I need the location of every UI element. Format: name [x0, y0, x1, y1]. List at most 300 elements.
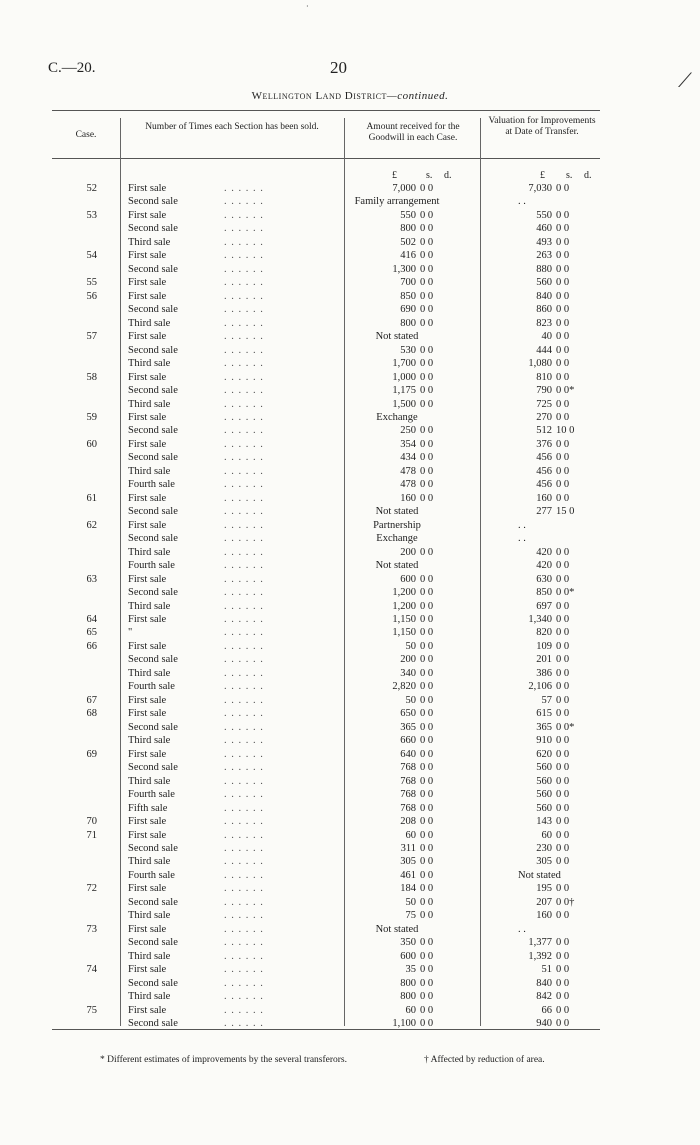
goodwill-pounds: 461 [400, 869, 416, 881]
goodwill-shillings-pence: 0 0 [420, 398, 434, 410]
column-header-valuation: Valuation for Improvements at Date of Transfer. [488, 116, 596, 137]
table-row [52, 209, 600, 222]
sale-label: Third sale [128, 600, 171, 612]
goodwill-shillings-pence: 0 0 [420, 465, 434, 477]
goodwill-pounds: 768 [400, 762, 416, 774]
leader-dots: . . . . . . [224, 964, 264, 976]
leader-dots: . . . . . . [224, 492, 264, 504]
sale-label: Third sale [128, 398, 171, 410]
goodwill-shillings-pence: 0 0 [420, 816, 434, 828]
sale-label: Second sale [128, 842, 178, 854]
valuation-shillings-pence: 0 0 [556, 304, 570, 316]
valuation-shillings-pence: 0 0* [556, 385, 575, 397]
sale-label: First sale [128, 816, 167, 828]
leader-dots: . . . . . . [224, 1004, 264, 1016]
unit-pound: £ [392, 170, 397, 181]
valuation-pounds: 790 [536, 385, 552, 397]
goodwill-pounds: 60 [405, 1004, 416, 1016]
valuation-pounds: 444 [536, 344, 552, 356]
valuation-pounds: 860 [536, 304, 552, 316]
sale-label: Third sale [128, 735, 171, 747]
leader-dots: . . . . . . [224, 425, 264, 437]
valuation-pounds: 842 [536, 991, 552, 1003]
goodwill-shillings-pence: 0 0 [420, 654, 434, 666]
table-row [52, 896, 600, 909]
valuation-pounds: 60 [541, 829, 552, 841]
unit-pence: d. [584, 170, 592, 181]
leader-dots: . . . . . . [224, 236, 264, 248]
goodwill-pounds: 650 [400, 708, 416, 720]
valuation-shillings-pence: 0 0 [556, 1004, 570, 1016]
table-row [52, 465, 600, 478]
page-title [0, 90, 700, 102]
goodwill-pounds: 1,200 [392, 600, 416, 612]
table-row [52, 478, 600, 491]
goodwill-shillings-pence: 0 0 [420, 735, 434, 747]
page-number: 20 [330, 58, 347, 77]
goodwill-pounds: 200 [400, 654, 416, 666]
goodwill-shillings-pence: 0 0 [420, 748, 434, 760]
goodwill-shillings-pence: 0 0 [420, 1018, 434, 1030]
goodwill-shillings-pence: 0 0 [420, 802, 434, 814]
goodwill-shillings-pence: 0 0 [420, 896, 434, 908]
leader-dots: . . . . . . [224, 223, 264, 235]
valuation-text: . . [518, 519, 526, 531]
goodwill-shillings-pence: 0 0 [420, 209, 434, 221]
goodwill-shillings-pence: 0 0 [420, 236, 434, 248]
table-row [52, 357, 600, 370]
valuation-pounds: 109 [536, 640, 552, 652]
goodwill-pounds: 160 [400, 492, 416, 504]
sale-label: First sale [128, 573, 167, 585]
table-row [52, 384, 600, 397]
valuation-shillings-pence: 0 0 [556, 236, 570, 248]
goodwill-shillings-pence: 0 0 [420, 910, 434, 922]
leader-dots: . . . . . . [224, 640, 264, 652]
leader-dots: . . . . . . [224, 721, 264, 733]
valuation-shillings-pence: 0 0 [556, 910, 570, 922]
header-rule [52, 158, 600, 159]
table-row [52, 775, 600, 788]
goodwill-shillings-pence: 0 0 [420, 977, 434, 989]
valuation-pounds: 195 [536, 883, 552, 895]
goodwill-shillings-pence: 0 0 [420, 371, 434, 383]
sale-label: Fifth sale [128, 802, 168, 814]
goodwill-shillings-pence: 0 0 [420, 667, 434, 679]
goodwill-pounds: 50 [405, 694, 416, 706]
goodwill-text: Not stated [375, 331, 419, 343]
valuation-pounds: 143 [536, 816, 552, 828]
goodwill-shillings-pence: 0 0 [420, 627, 434, 639]
goodwill-shillings-pence: 0 0 [420, 829, 434, 841]
leader-dots: . . . . . . [224, 290, 264, 302]
leader-dots: . . . . . . [224, 546, 264, 558]
table-row [52, 680, 600, 693]
valuation-shillings-pence: 0 0 [556, 331, 570, 343]
goodwill-text: Exchange [376, 411, 418, 423]
sale-label: Second sale [128, 937, 178, 949]
table-row [52, 990, 600, 1003]
goodwill-pounds: 502 [400, 236, 416, 248]
goodwill-shillings-pence: 0 0 [420, 842, 434, 854]
sale-label: Third sale [128, 546, 171, 558]
valuation-shillings-pence: 0 0 [556, 398, 570, 410]
goodwill-pounds: 200 [400, 546, 416, 558]
valuation-pounds: 460 [536, 223, 552, 235]
valuation-pounds: 456 [536, 465, 552, 477]
goodwill-pounds: 1,500 [392, 398, 416, 410]
leader-dots: . . . . . . [224, 398, 264, 410]
valuation-shillings-pence: 0 0 [556, 789, 570, 801]
table-row [52, 532, 600, 545]
table-row [52, 694, 600, 707]
valuation-shillings-pence: 0 0 [556, 977, 570, 989]
table-row [52, 263, 600, 276]
sale-label: Second sale [128, 506, 178, 518]
table-row [52, 546, 600, 559]
sale-label: Second sale [128, 762, 178, 774]
valuation-shillings-pence: 0 0 [556, 775, 570, 787]
valuation-shillings-pence: 0 0 [556, 546, 570, 558]
sale-label: Second sale [128, 896, 178, 908]
valuation-shillings-pence: 0 0 [556, 290, 570, 302]
goodwill-shillings-pence: 0 0 [420, 1004, 434, 1016]
valuation-pounds: 560 [536, 802, 552, 814]
leader-dots: . . . . . . [224, 816, 264, 828]
leader-dots: . . . . . . [224, 438, 264, 450]
goodwill-pounds: 690 [400, 304, 416, 316]
goodwill-pounds: 1,175 [392, 385, 416, 397]
valuation-shillings-pence: 0 0 [556, 748, 570, 760]
table-row [52, 492, 600, 505]
leader-dots: . . . . . . [224, 627, 264, 639]
goodwill-pounds: 660 [400, 735, 416, 747]
leader-dots: . . . . . . [224, 896, 264, 908]
leader-dots: . . . . . . [224, 977, 264, 989]
case-number: 75 [86, 1004, 97, 1016]
goodwill-shillings-pence: 0 0 [420, 183, 434, 194]
table-row [52, 788, 600, 801]
goodwill-pounds: 1,200 [392, 587, 416, 599]
goodwill-pounds: 365 [400, 721, 416, 733]
valuation-shillings-pence: 0 0 [556, 250, 570, 262]
sale-label: Fourth sale [128, 789, 175, 801]
case-number: 53 [86, 209, 97, 221]
goodwill-shillings-pence: 0 0 [420, 358, 434, 370]
valuation-shillings-pence: 0 0 [556, 708, 570, 720]
table-row [52, 195, 600, 208]
goodwill-text: Not stated [375, 923, 419, 935]
table-row [52, 1017, 600, 1030]
sale-label: First sale [128, 250, 167, 262]
valuation-pounds: 823 [536, 317, 552, 329]
table-row [52, 761, 600, 774]
goodwill-text: Partnership [373, 519, 421, 531]
sale-label: Second sale [128, 587, 178, 599]
valuation-pounds: 456 [536, 452, 552, 464]
case-number: 74 [86, 964, 97, 976]
sale-label: Third sale [128, 465, 171, 477]
valuation-pounds: 230 [536, 842, 552, 854]
unit-pound: £ [540, 170, 545, 181]
footnote-star: * Different estimates of improvements by the several transferors. [100, 1055, 348, 1065]
goodwill-shillings-pence: 0 0 [420, 344, 434, 356]
column-header-goodwill: Amount received for the Goodwill in each Case. [366, 122, 460, 143]
table-row [52, 222, 600, 235]
goodwill-text: Not stated [375, 560, 419, 572]
leader-dots: . . . . . . [224, 762, 264, 774]
goodwill-shillings-pence: 0 0 [420, 721, 434, 733]
valuation-shillings-pence: 0 0 [556, 1018, 570, 1030]
goodwill-pounds: 35 [405, 964, 416, 976]
table-row [52, 869, 600, 882]
leader-dots: . . . . . . [224, 829, 264, 841]
goodwill-pounds: 50 [405, 640, 416, 652]
leader-dots: . . . . . . [224, 452, 264, 464]
valuation-pounds: 207 [536, 896, 552, 908]
sale-label: Third sale [128, 236, 171, 248]
goodwill-pounds: 1,300 [392, 263, 416, 275]
valuation-shillings-pence: 0 0 [556, 263, 570, 275]
case-number: 62 [86, 519, 97, 531]
goodwill-shillings-pence: 0 0 [420, 304, 434, 316]
case-number: 57 [86, 331, 97, 343]
valuation-pounds: 160 [536, 492, 552, 504]
valuation-pounds: 560 [536, 277, 552, 289]
sale-label: Second sale [128, 263, 178, 275]
sale-label: Third sale [128, 775, 171, 787]
valuation-shillings-pence: 0 0 [556, 883, 570, 895]
goodwill-shillings-pence: 0 0 [420, 277, 434, 289]
sale-label: First sale [128, 614, 167, 625]
leader-dots: . . . . . . [224, 560, 264, 572]
valuation-pounds: 840 [536, 290, 552, 302]
goodwill-pounds: 2,820 [392, 681, 416, 693]
valuation-pounds: 615 [536, 708, 552, 720]
valuation-shillings-pence: 0 0 [556, 183, 570, 194]
valuation-shillings-pence: 0 0 [556, 573, 570, 585]
table-row [52, 721, 600, 734]
goodwill-pounds: 1,700 [392, 358, 416, 370]
valuation-pounds: 420 [536, 560, 552, 572]
valuation-pounds: 840 [536, 977, 552, 989]
leader-dots: . . . . . . [224, 573, 264, 585]
unit-pence: d. [444, 170, 452, 181]
leader-dots: . . . . . . [224, 600, 264, 612]
valuation-pounds: 850 [536, 587, 552, 599]
leader-dots: . . . . . . [224, 519, 264, 531]
sale-label: Fourth sale [128, 560, 175, 572]
goodwill-pounds: 50 [405, 896, 416, 908]
goodwill-shillings-pence: 0 0 [420, 614, 434, 625]
valuation-pounds: 512 [536, 425, 552, 437]
leader-dots: . . . . . . [224, 411, 264, 423]
valuation-shillings-pence: 10 0 [556, 425, 575, 437]
valuation-shillings-pence: 0 0 [556, 964, 570, 976]
table-row [52, 640, 600, 653]
valuation-shillings-pence: 0 0 [556, 438, 570, 450]
sale-label: Third sale [128, 950, 171, 962]
leader-dots: . . . . . . [224, 506, 264, 518]
case-number: 67 [86, 694, 97, 706]
leader-dots: . . . . . . [224, 694, 264, 706]
leader-dots: . . . . . . [224, 708, 264, 720]
valuation-pounds: 305 [536, 856, 552, 868]
valuation-pounds: 820 [536, 627, 552, 639]
valuation-shillings-pence: 0 0 [556, 452, 570, 464]
goodwill-text: Exchange [376, 533, 418, 545]
valuation-pounds: 1,392 [528, 950, 552, 962]
valuation-text: . . [518, 196, 526, 208]
goodwill-pounds: 7,000 [392, 183, 416, 194]
valuation-pounds: 1,377 [528, 937, 552, 949]
sale-label: Fourth sale [128, 869, 175, 881]
column-header-times-sold: Number of Times each Section has been sold. [145, 122, 319, 132]
valuation-shillings-pence: 0 0 [556, 816, 570, 828]
sale-label: Fourth sale [128, 479, 175, 491]
case-number: 56 [86, 290, 97, 302]
sale-label: Second sale [128, 385, 178, 397]
valuation-shillings-pence: 0 0 [556, 465, 570, 477]
valuation-pounds: 456 [536, 479, 552, 491]
table-row [52, 1004, 600, 1017]
valuation-pounds: 7,030 [528, 183, 552, 194]
table-row [52, 303, 600, 316]
valuation-shillings-pence: 0 0 [556, 654, 570, 666]
sale-label: First sale [128, 492, 167, 504]
sale-label: First sale [128, 640, 167, 652]
table-row [52, 909, 600, 922]
goodwill-shillings-pence: 0 0 [420, 479, 434, 491]
valuation-pounds: 365 [536, 721, 552, 733]
goodwill-shillings-pence: 0 0 [420, 937, 434, 949]
sale-label: First sale [128, 829, 167, 841]
case-number: 69 [86, 748, 97, 760]
valuation-shillings-pence: 0 0 [556, 627, 570, 639]
sale-label: Second sale [128, 196, 178, 208]
goodwill-shillings-pence: 0 0 [420, 775, 434, 787]
case-number: 63 [86, 573, 97, 585]
valuation-pounds: 386 [536, 667, 552, 679]
sale-label: First sale [128, 371, 167, 383]
sale-label: First sale [128, 923, 167, 935]
valuation-shillings-pence: 0 0* [556, 721, 575, 733]
sale-label: First sale [128, 1004, 167, 1016]
table-row [52, 182, 600, 195]
valuation-pounds: 201 [536, 654, 552, 666]
valuation-shillings-pence: 0 0 [556, 479, 570, 491]
sale-label: First sale [128, 964, 167, 976]
goodwill-pounds: 208 [400, 816, 416, 828]
valuation-pounds: 550 [536, 209, 552, 221]
leader-dots: . . . . . . [224, 209, 264, 221]
valuation-pounds: 160 [536, 910, 552, 922]
goodwill-pounds: 60 [405, 829, 416, 841]
valuation-pounds: 620 [536, 748, 552, 760]
goodwill-pounds: 478 [400, 479, 416, 491]
goodwill-pounds: 768 [400, 775, 416, 787]
leader-dots: . . . . . . [224, 856, 264, 868]
table-row [52, 613, 600, 626]
sale-label: First sale [128, 694, 167, 706]
goodwill-shillings-pence: 0 0 [420, 600, 434, 612]
sale-label: Third sale [128, 358, 171, 370]
valuation-shillings-pence: 0 0 [556, 492, 570, 504]
table-row [52, 600, 600, 613]
case-number: 54 [86, 250, 97, 262]
valuation-pounds: 420 [536, 546, 552, 558]
valuation-shillings-pence: 0 0 [556, 209, 570, 221]
valuation-shillings-pence: 0 0 [556, 937, 570, 949]
leader-dots: . . . . . . [224, 923, 264, 935]
case-number: 61 [86, 492, 97, 504]
table-row [52, 519, 600, 532]
goodwill-shillings-pence: 0 0 [420, 546, 434, 558]
goodwill-pounds: 416 [400, 250, 416, 262]
leader-dots: . . . . . . [224, 667, 264, 679]
valuation-shillings-pence: 0 0 [556, 681, 570, 693]
goodwill-pounds: 184 [400, 883, 416, 895]
leader-dots: . . . . . . [224, 479, 264, 491]
sale-label: First sale [128, 209, 167, 221]
table-row [52, 802, 600, 815]
valuation-text: . . [518, 533, 526, 545]
valuation-pounds: 270 [536, 411, 552, 423]
scan-speck: · [306, 2, 309, 11]
valuation-pounds: 560 [536, 789, 552, 801]
valuation-pounds: 66 [541, 1004, 552, 1016]
valuation-shillings-pence: 0 0 [556, 277, 570, 289]
footnote-dagger: † Affected by reduction of area. [424, 1055, 545, 1065]
sale-label: Second sale [128, 721, 178, 733]
sale-label: Third sale [128, 991, 171, 1003]
case-number: 55 [86, 277, 97, 289]
valuation-shillings-pence: 0 0 [556, 317, 570, 329]
goodwill-shillings-pence: 0 0 [420, 290, 434, 302]
sale-label: Second sale [128, 533, 178, 545]
valuation-shillings-pence: 0 0 [556, 856, 570, 868]
valuation-pounds: 1,080 [528, 358, 552, 370]
leader-dots: . . . . . . [224, 950, 264, 962]
valuation-pounds: 880 [536, 263, 552, 275]
valuation-shillings-pence: 0 0† [556, 896, 575, 908]
leader-dots: . . . . . . [224, 465, 264, 477]
leader-dots: . . . . . . [224, 789, 264, 801]
valuation-shillings-pence: 0 0 [556, 411, 570, 423]
goodwill-pounds: 850 [400, 290, 416, 302]
valuation-pounds: 560 [536, 762, 552, 774]
case-number: 64 [86, 614, 97, 625]
goodwill-pounds: 250 [400, 425, 416, 437]
table-row [52, 748, 600, 761]
table-row [52, 411, 600, 424]
goodwill-shillings-pence: 0 0 [420, 425, 434, 437]
goodwill-pounds: 800 [400, 991, 416, 1003]
goodwill-text: Not stated [375, 506, 419, 518]
leader-dots: . . . . . . [224, 748, 264, 760]
sale-label: Second sale [128, 654, 178, 666]
goodwill-pounds: 640 [400, 748, 416, 760]
table-row [52, 734, 600, 747]
valuation-pounds: 697 [536, 600, 552, 612]
valuation-pounds: 2,106 [528, 681, 552, 693]
title-continued: —continued. [386, 90, 449, 102]
goodwill-pounds: 311 [400, 842, 416, 854]
table-row [52, 398, 600, 411]
valuation-pounds: 560 [536, 775, 552, 787]
goodwill-pounds: 530 [400, 344, 416, 356]
valuation-shillings-pence: 0 0 [556, 667, 570, 679]
